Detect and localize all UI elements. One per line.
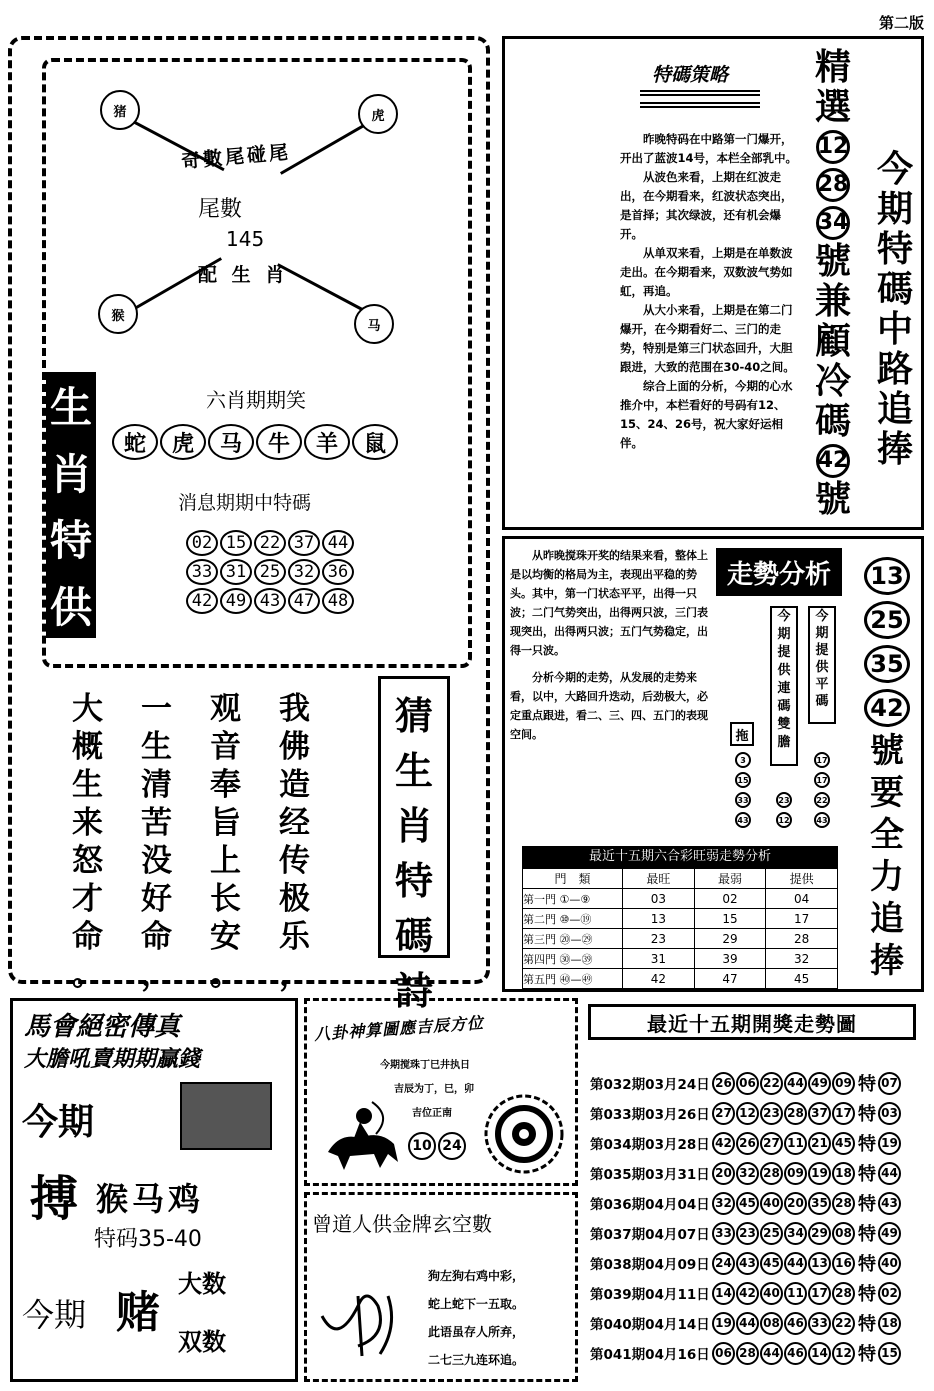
banner-rule (640, 102, 760, 108)
signature-image (318, 1276, 408, 1366)
zodiac-horse-badge: 马 (354, 304, 394, 344)
list-item: 第041期04月16日 06 28 44 46 14 12 特 15 (590, 1338, 926, 1368)
pick-number: 13 (864, 557, 910, 595)
tail-label: 尾數 (198, 197, 243, 222)
trend-banner: 走勢分析 (716, 548, 842, 596)
pick-number: 12 (816, 130, 850, 164)
list-item: 第038期04月09日 24 43 45 44 13 16 特 40 (590, 1248, 926, 1278)
trend-table (522, 846, 838, 989)
poem-grid (72, 690, 310, 994)
tail-value: 145 (226, 227, 265, 251)
archer-horse-image (320, 1092, 406, 1176)
fax-zodiacs: 猴马鸡 (96, 1180, 205, 1218)
list-item: 第039期04月11日 14 42 40 11 17 28 特 02 (590, 1278, 926, 1308)
this-period-label: 今期 (22, 1102, 95, 1143)
pick-number: 34 (816, 206, 850, 240)
trend-side-column: 13 25 35 42 號 要 全 力 追 捧 (860, 554, 914, 982)
pick-number: 42 (864, 689, 910, 727)
zodiac-monkey-badge: 猴 (98, 294, 138, 334)
number-row: 33 31 25 32 36 (186, 559, 354, 585)
list-item: 第034期03月28日 42 26 27 11 21 45 特 19 (590, 1128, 926, 1158)
bagua-line1: 今期搅珠丁巳井执日 (380, 1060, 470, 1071)
table-row: 第一門 ①—⑨ 03 02 04 (523, 889, 838, 909)
number-row: 02 15 22 37 44 (186, 530, 354, 556)
even-number: 双数 (178, 1328, 226, 1356)
list-item: 第032期03月24日 26 06 22 44 49 09 特 07 (590, 1068, 926, 1098)
fax-line2: 大膽吼賣期期贏錢 (24, 1047, 201, 1072)
double-code-title: 今 期 提 供 連 碼 雙 膽 (770, 606, 798, 766)
spoke-line (277, 263, 367, 313)
pick-number: 25 (864, 601, 910, 639)
list-item: 第037期04月07日 33 23 25 34 29 08 特 49 (590, 1218, 926, 1248)
trend-text: 从昨晚搅珠开奖的结果来看，整体上是以均衡的格局为主，表现出平稳的势头。其中，第一门状态平平，出得一只波；二门气势突出，出得两只波，三门表现突出，出得两只波；五门气势稳定，出得一只波。 分析今期的走势，从发展的走势来看，以中，大路回升迭动，后劲极大，必定重点跟进，看二、三、四、五门的表现空间。 (510, 549, 708, 741)
history-title-box (588, 1004, 916, 1040)
strategy-side-title: 今 期 特 碼 中 路 追 捧 (876, 149, 913, 470)
list-item: 第036期04月04日 32 45 40 20 35 28 特 43 (590, 1188, 926, 1218)
bo-character: 搏 (30, 1171, 79, 1227)
horse-image (180, 1082, 272, 1150)
bagua-line2: 吉辰为丁，巳，卯 (394, 1084, 474, 1095)
fax-line1: 馬會絕密傳真 (24, 1012, 181, 1042)
zodiac-tiger-badge: 虎 (358, 94, 398, 134)
odd-tail-title: 奇數尾碰尾 (180, 141, 292, 173)
match-zodiac: 配 生 肖 (198, 264, 289, 286)
pick-number: 28 (816, 168, 850, 202)
flat-code-numbers: 17 17 22 43 (814, 752, 830, 828)
pick-number: 35 (864, 645, 910, 683)
bagua-line3: 吉位正南 (412, 1108, 452, 1119)
poem-column: 观 音 奉 旨 上 长 安 。 (210, 691, 241, 993)
strategy-banner: 特碼策略 (630, 60, 770, 122)
history-title: 最近十五期開獎走勢圖 (647, 1011, 857, 1036)
table-row: 第四門 ㉚—㊴ 31 39 32 (523, 949, 838, 969)
list-item: 第035期03月31日 20 32 28 09 19 18 特 44 (590, 1158, 926, 1188)
zodiac-ox: 牛 (256, 424, 302, 460)
big-number: 大数 (178, 1270, 226, 1298)
golden-title: 曾道人供金牌玄空數 (312, 1212, 492, 1236)
zodiac-rat: 鼠 (352, 424, 398, 460)
poem-title: 猜 生 肖 特 碼 詩 (378, 676, 450, 958)
shengxiao-side-label: 生 肖 特 供 (46, 372, 96, 638)
poem-column: 大 概 生 来 怒 才 命 。 (72, 691, 103, 993)
zodiac-goat: 羊 (304, 424, 350, 460)
drag-numbers: 3 15 33 43 (735, 752, 751, 828)
number-row: 42 49 43 47 48 (186, 588, 354, 614)
list-item: 第040期04月14日 19 44 08 46 33 22 特 18 (590, 1308, 926, 1338)
bagua-compass-icon (482, 1092, 566, 1176)
flat-code-title: 今 期 提 供 平 碼 (808, 606, 836, 724)
special-number-grid (186, 530, 354, 614)
pick-number: 42 (816, 444, 850, 478)
golden-verse: 狗左狗右鸡中彩， 蛇上蛇下一五取。 此语虽存人所弃， 二七三九连环追。 (428, 1269, 525, 1367)
zodiac-snake: 蛇 (112, 424, 158, 460)
zodiac-pick-list (112, 424, 398, 460)
zodiac-pig-badge: 猪 (100, 90, 140, 130)
zodiac-diagram (46, 62, 468, 360)
trend-table-title: 最近十五期六合彩旺弱走勢分析 (522, 846, 838, 868)
zodiac-tiger: 虎 (160, 424, 206, 460)
table-row: 第二門 ⑩—⑲ 13 15 17 (523, 909, 838, 929)
strategy-text: 昨晚特码在中路第一门爆开，开出了蓝波14号，本栏全部乳中。 从波色来看，上期在红波走出，在今期看来，红波状态突出，是首择；其次绿波，还有机会爆开。 从单双来看，上期是在单数波走出。在今期看来，双数波气势如虹，再追。 从大小来看，上期是在第二门爆开，在今期看好二、三门的走势，特别是第三门状态回升，大胆跟进，大致的范围在30-40之间。 综合上面的分析，今期的心水推介中，本栏看好的号码有12、15、24、26号，祝大家好运相伴。 (620, 132, 798, 450)
news-title: 消息期期中特碼 (178, 492, 312, 514)
table-header-row: 門 類 最旺 最弱 提供 (523, 869, 838, 889)
poem-column: 一 生 清 苦 没 好 命 ， (141, 691, 172, 993)
bagua-numbers: 10 24 (408, 1132, 466, 1160)
six-zodiac-subtitle: 六肖期期笑 (206, 388, 306, 412)
page-label: 第二版 (878, 14, 924, 32)
zodiac-horse: 马 (208, 424, 254, 460)
pick-column: 精 選 12 28 34 號 兼 顧 冷 碼 42 號 (814, 47, 851, 520)
poem-column: 我 佛 造 经 传 极 乐 ， (279, 691, 310, 993)
this-period-label2: 今期 (22, 1296, 87, 1334)
table-row: 第五門 ㊵—㊾ 42 47 45 (523, 969, 838, 989)
table-row: 第三門 ⑳—㉙ 23 29 28 (523, 929, 838, 949)
bagua-title: 八卦神算圖應吉辰方位 (313, 1013, 485, 1044)
double-code-numbers: 23 12 (776, 792, 792, 828)
drag-title: 拖 (730, 722, 754, 746)
list-item: 第033期03月26日 27 12 23 28 37 17 特 03 (590, 1098, 926, 1128)
history-list (590, 1068, 926, 1368)
du-character: 赌 (116, 1287, 160, 1338)
special-code-range: 特码35-40 (94, 1227, 202, 1252)
banner-rule (640, 90, 760, 96)
